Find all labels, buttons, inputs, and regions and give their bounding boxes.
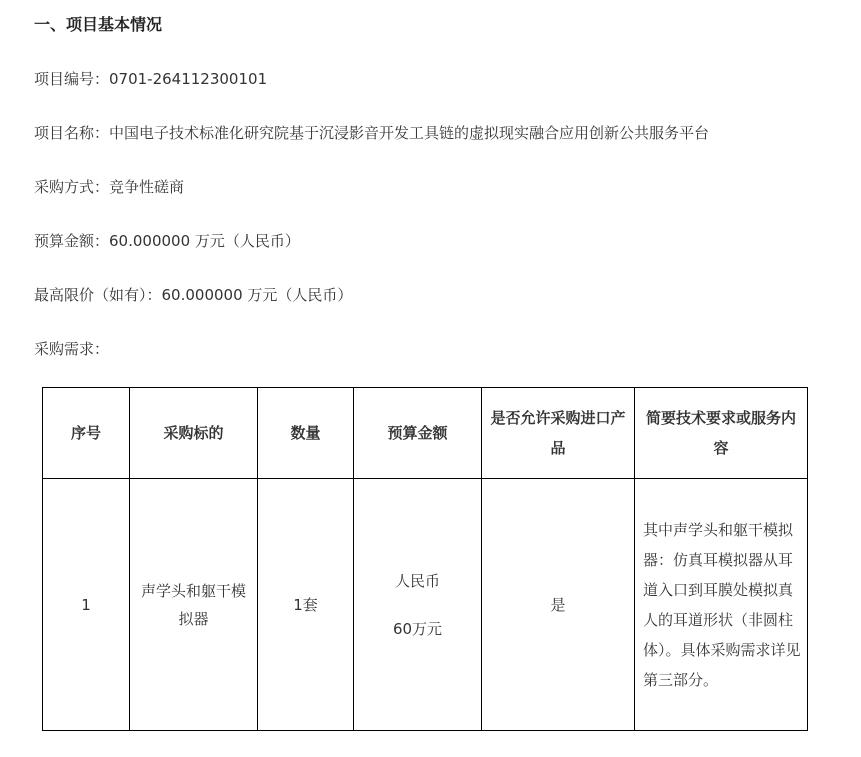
max-price: 最高限价（如有）：60.000000 万元（人民币） — [34, 286, 353, 304]
header-budget: 预算金额 — [354, 388, 482, 479]
header-qty: 数量 — [258, 388, 354, 479]
table-header-row — [43, 388, 808, 479]
header-spec: 简要技术要求或服务内容 — [635, 388, 808, 479]
procurement-method: 采购方式：竞争性磋商 — [34, 178, 185, 196]
table-row — [43, 479, 808, 731]
header-seq: 序号 — [43, 388, 130, 479]
procurement-table — [42, 387, 808, 731]
cell-seq: 1 — [43, 479, 130, 731]
cell-import: 是 — [482, 479, 635, 731]
cell-item: 声学头和躯干模拟器 — [130, 479, 258, 731]
cell-budget — [354, 479, 482, 731]
cell-budget-amount: 60万元 — [392, 619, 443, 638]
cell-qty: 1套 — [258, 479, 354, 731]
section-title: 一、项目基本情况 — [34, 15, 163, 34]
header-import: 是否允许采购进口产品 — [482, 388, 635, 479]
requirements-label: 采购需求： — [34, 340, 110, 358]
project-number: 项目编号：0701-264112300101 — [34, 70, 268, 88]
cell-spec: 其中声学头和躯干模拟器：仿真耳模拟器从耳道入口到耳膜处模拟真人的耳道形状（非圆柱体）。具体采购需求详见第三部分。 — [635, 479, 808, 731]
cell-budget-currency: 人民币 — [394, 571, 440, 590]
project-name: 项目名称：中国电子技术标准化研究院基于沉浸影音开发工具链的虚拟现实融合应用创新公共服务平台 — [34, 124, 710, 142]
header-item: 采购标的 — [130, 388, 258, 479]
budget-amount: 预算金额：60.000000 万元（人民币） — [34, 232, 300, 250]
